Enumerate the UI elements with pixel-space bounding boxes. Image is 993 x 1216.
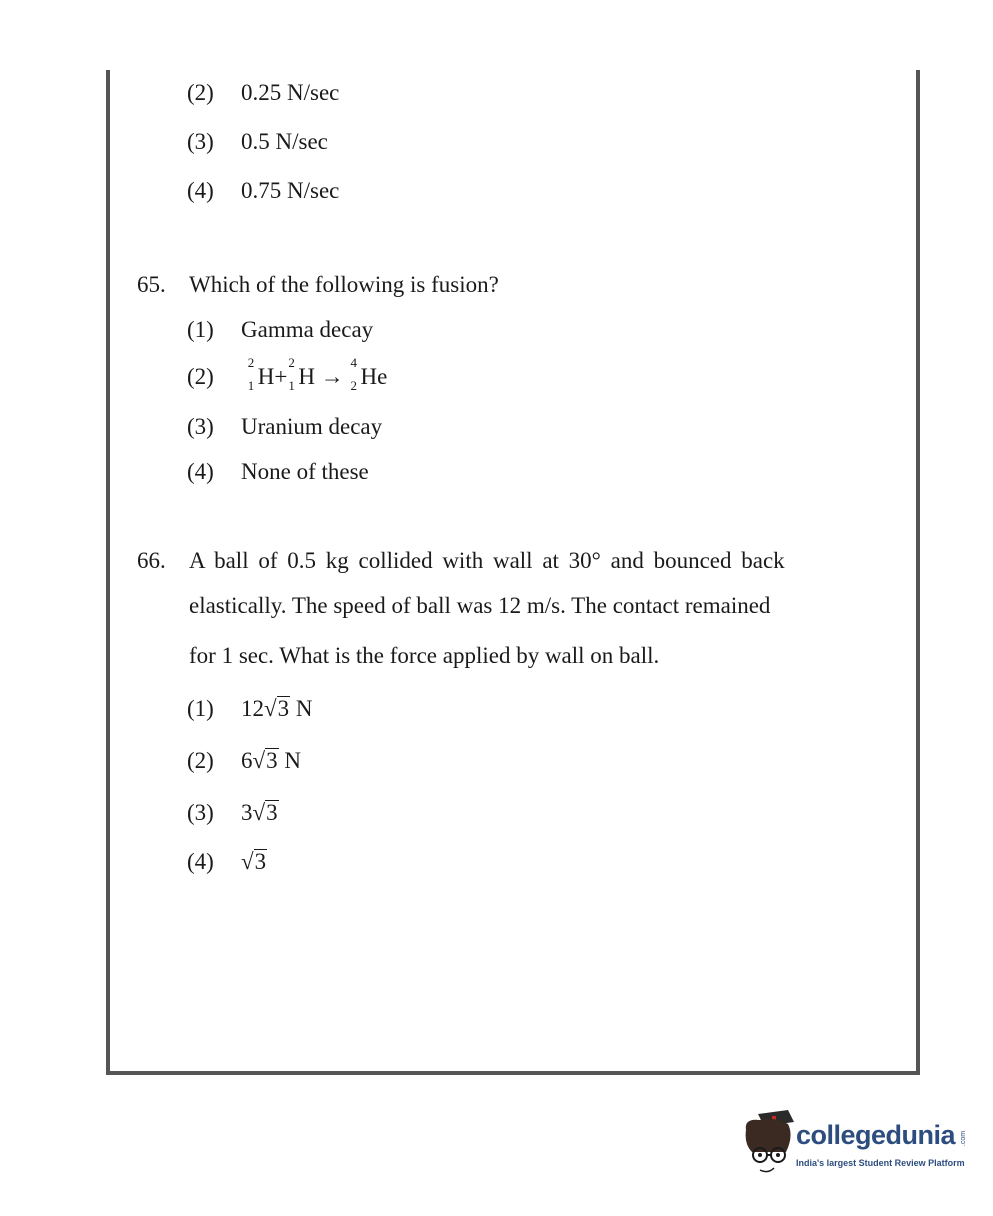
q65-option-1: (1) Gamma decay	[187, 317, 374, 342]
question-66: 66. A ball of 0.5 kg collided with wall at 30° and bounced back	[137, 548, 785, 573]
q65-option-2: (2) 2 1 H+ 2 1 H → 4 2 He	[187, 355, 388, 393]
q65-option-4: (4) None of these	[187, 459, 369, 484]
q66-option-4: (4) √3	[187, 849, 267, 874]
question-66-line2: elastically. The speed of ball was 12 m/s. The contact remained	[189, 593, 771, 618]
q65-option-3: (3) Uranium decay	[187, 414, 383, 439]
q66-option-3: (3) 3√3	[187, 800, 278, 825]
option-prev-4: (4) 0.75 N/sec	[187, 178, 340, 203]
brand-domain: .com	[960, 1130, 968, 1147]
fusion-reaction: 2 1 H+ 2 1 H → 4 2 He	[247, 355, 388, 393]
option-prev-2: (2) 0.25 N/sec	[187, 80, 340, 105]
brand-tagline: India's largest Student Review Platform	[796, 1158, 965, 1168]
brand-name: collegedunia	[796, 1120, 956, 1150]
question-65: 65. Which of the following is fusion?	[137, 272, 499, 297]
option-prev-3: (3) 0.5 N/sec	[187, 129, 328, 154]
q66-option-1: (1) 12√3 N	[187, 696, 313, 721]
question-66-line3: for 1 sec. What is the force applied by wall on ball.	[189, 643, 660, 668]
q66-option-2: (2) 6√3 N	[187, 748, 301, 773]
